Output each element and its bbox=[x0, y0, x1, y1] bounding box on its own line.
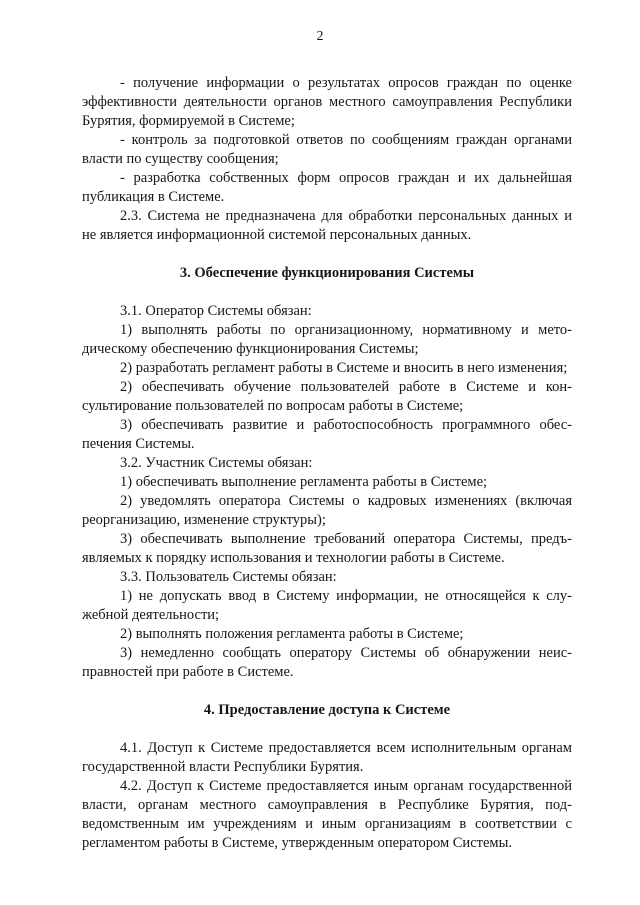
list-item: - разработка собственных форм опросов граждан и их дальнейшая публикация в Системе. bbox=[82, 170, 572, 205]
list-item: 1) выполнять работы по организационному, нормативному и методическому обеспечению функционирования Системы; bbox=[82, 322, 572, 357]
list-item: - контроль за подготовкой ответов по сообщениям граждан органами власти по существу сообщения; bbox=[82, 132, 572, 167]
page-number: 2 bbox=[316, 29, 324, 44]
list-item: 2) выполнять положения регламента работы в Системе; bbox=[120, 626, 464, 642]
clause-2-3: 2.3. Система не предназначена для обработки персональных данных и не является информационной системой персональных данных. bbox=[82, 208, 572, 243]
list-item: 2) разработать регламент работы в Системе и вносить в него изменения; bbox=[120, 360, 568, 376]
clause-3-2: 3.2. Участник Системы обязан: bbox=[120, 455, 313, 471]
list-item: - получение информации о результатах опросов граждан по оценке эффективности деятельности органов местного самоуправления Республики Бурятия, формируемой в Системе; bbox=[82, 75, 572, 129]
list-item: 3) немедленно сообщать оператору Системы об обнаружении неисправностей при работе в Системе. bbox=[82, 645, 572, 680]
list-item: 3) обеспечивать выполнение требований оператора Системы, предъявляемых к порядку использования и технологии работы в Системе. bbox=[82, 531, 572, 566]
section-3-heading: 3. Обеспечение функционирования Системы bbox=[179, 265, 475, 281]
list-item: 2) уведомлять оператора Системы о кадровых изменениях (включая реорганизацию, изменение структуры); bbox=[82, 493, 572, 528]
list-item: 1) обеспечивать выполнение регламента работы в Системе; bbox=[120, 474, 488, 490]
clause-4-2: 4.2. Доступ к Системе предоставляется иным органам государственной власти, органам местного самоуправления в Республике Бурятия, подведомственным им учреждениям и иным организациям в соответствии с регламентом работы в Системе, утвержденным оператором Системы. bbox=[82, 778, 572, 851]
clause-3-3: 3.3. Пользователь Системы обязан: bbox=[120, 569, 337, 585]
document-body bbox=[82, 74, 572, 853]
list-item: 1) не допускать ввод в Систему информации, не относящейся к служебной деятельности; bbox=[82, 588, 572, 623]
list-item: 3) обеспечивать развитие и работоспособность программного обеспечения Системы. bbox=[82, 417, 572, 452]
section-4-heading: 4. Предоставление доступа к Системе bbox=[203, 702, 451, 718]
list-item: 2) обеспечивать обучение пользователей работе в Системе и консультирование пользователей по вопросам работы в Системе; bbox=[82, 379, 572, 414]
clause-4-1: 4.1. Доступ к Системе предоставляется всем исполнительным органам государственной власти Республики Бурятия. bbox=[82, 740, 572, 775]
clause-3-1: 3.1. Оператор Системы обязан: bbox=[120, 303, 312, 319]
